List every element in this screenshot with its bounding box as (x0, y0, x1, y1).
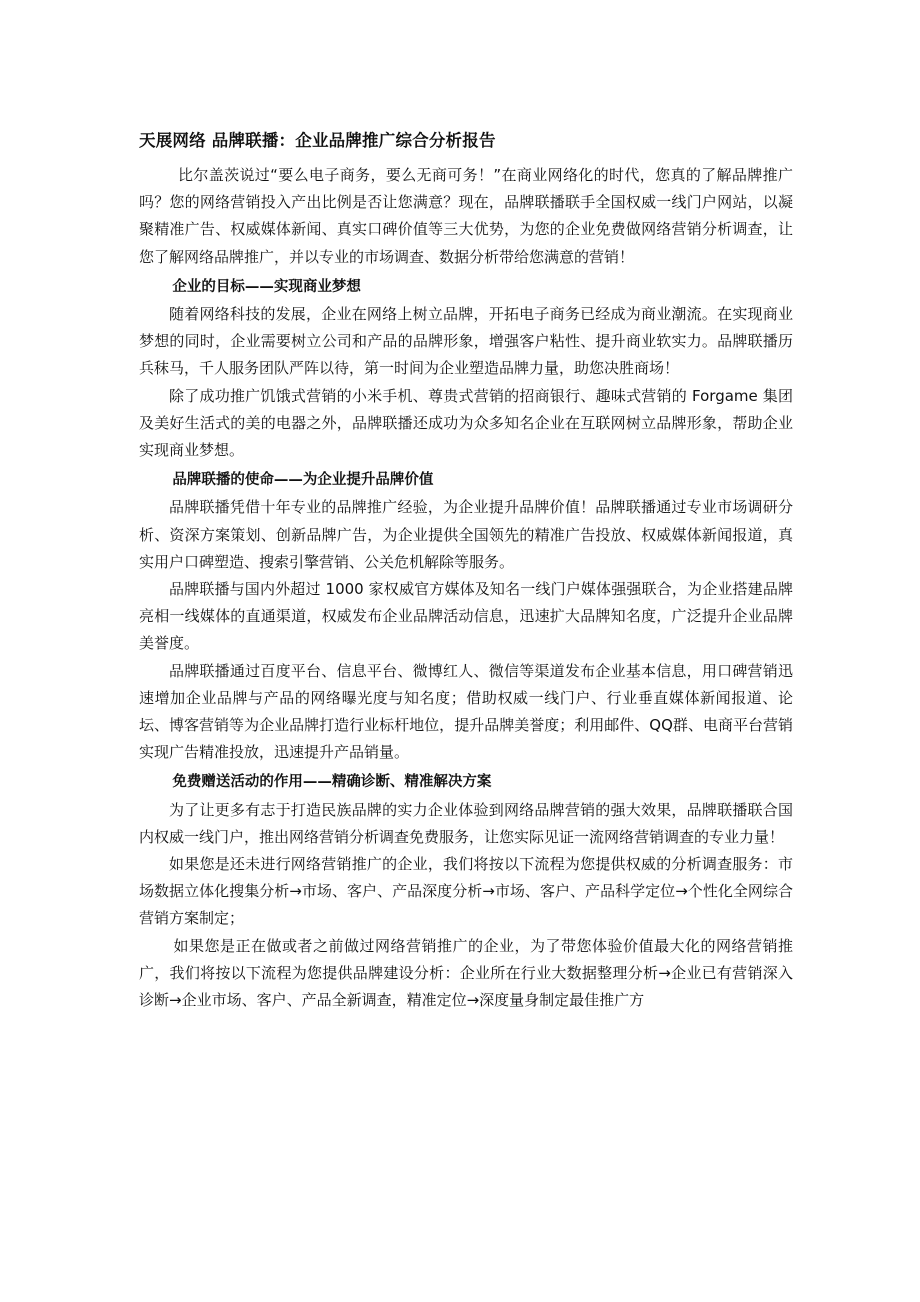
body-paragraph: 如果您是正在做或者之前做过网络营销推广的企业，为了带您体验价值最大化的网络营销推广，我们将按以下流程为您提供品牌建设分析：企业所在行业大数据整理分析→企业已有营销深入诊断→企业市场、客户、产品全新调查，精准定位→深度量身制定最佳推广方 (139, 936, 793, 1010)
body-paragraph: 品牌联播通过百度平台、信息平台、微博红人、微信等渠道发布企业基本信息，用口碑营销迅速增加企业品牌与产品的网络曝光度与知名度；借助权威一线门户、行业垂直媒体新闻报道、论坛、博客营销等为企业品牌打造行业标杆地位，提升品牌美誉度；利用邮件、QQ群、电商平台营销实现广告精准投放，迅速提升产品销量。 (139, 661, 793, 762)
document-title: 天展网络 品牌联播：企业品牌推广综合分析报告 (139, 131, 496, 150)
body-paragraph: 品牌联播与国内外超过 1000 家权威官方媒体及知名一线门户媒体强强联合，为企业搭建品牌亮相一线媒体的直通渠道，权威发布企业品牌活动信息，迅速扩大品牌知名度，广泛提升企业品牌美誉度。 (139, 580, 793, 653)
document-page (139, 128, 793, 1014)
section-heading-mission: 品牌联播的使命——为企业提升品牌价值 (172, 472, 434, 489)
body-paragraph: 为了让更多有志于打造民族品牌的实力企业体验到网络品牌营销的强大效果，品牌联播联合国内权威一线门户，推出网络营销分析调查免费服务，让您实际见证一流网络营销调查的专业力量！ (139, 800, 793, 846)
intro-paragraph: 比尔盖茨说过“要么电子商务，要么无商可务！”在商业网络化的时代，您真的了解品牌推广吗？您的网络营销投入产出比例是否让您满意？现在，品牌联播联手全国权威一线门户网站，以凝聚精准广告、权威媒体新闻、真实口碑价值等三大优势，为您的企业免费做网络营销分析调查，让您了解网络品牌推广，并以专业的市场调查、数据分析带给您满意的营销！ (139, 166, 793, 266)
body-paragraph: 品牌联播凭借十年专业的品牌推广经验，为企业提升品牌价值！品牌联播通过专业市场调研分析、资深方案策划、创新品牌广告，为企业提供全国领先的精准广告投放、权威媒体新闻报道，真实用户口碑塑造、搜索引擎营销、公关危机解除等服务。 (139, 498, 793, 571)
section-heading-goal: 企业的目标——实现商业梦想 (172, 278, 361, 295)
body-paragraph: 如果您是还未进行网络营销推广的企业，我们将按以下流程为您提供权威的分析调查服务：市场数据立体化搜集分析→市场、客户、产品深度分析→市场、客户、产品科学定位→个性化全网综合营销方案制定； (139, 855, 793, 928)
body-paragraph: 除了成功推广饥饿式营销的小米手机、尊贵式营销的招商银行、趣味式营销的 Forgame 集团及美好生活式的美的电器之外，品牌联播还成功为众多知名企业在互联网树立品牌形象，帮助企业实现商业梦想。 (139, 386, 793, 460)
section-heading-free-service: 免费赠送活动的作用——精确诊断、精准解决方案 (172, 774, 492, 791)
body-paragraph: 随着网络科技的发展，企业在网络上树立品牌，开拓电子商务已经成为商业潮流。在实现商业梦想的同时，企业需要树立公司和产品的品牌形象，增强客户粘性、提升商业软实力。品牌联播历兵秣马，千人服务团队严阵以待，第一时间为企业塑造品牌力量，助您决胜商场！ (139, 305, 793, 378)
